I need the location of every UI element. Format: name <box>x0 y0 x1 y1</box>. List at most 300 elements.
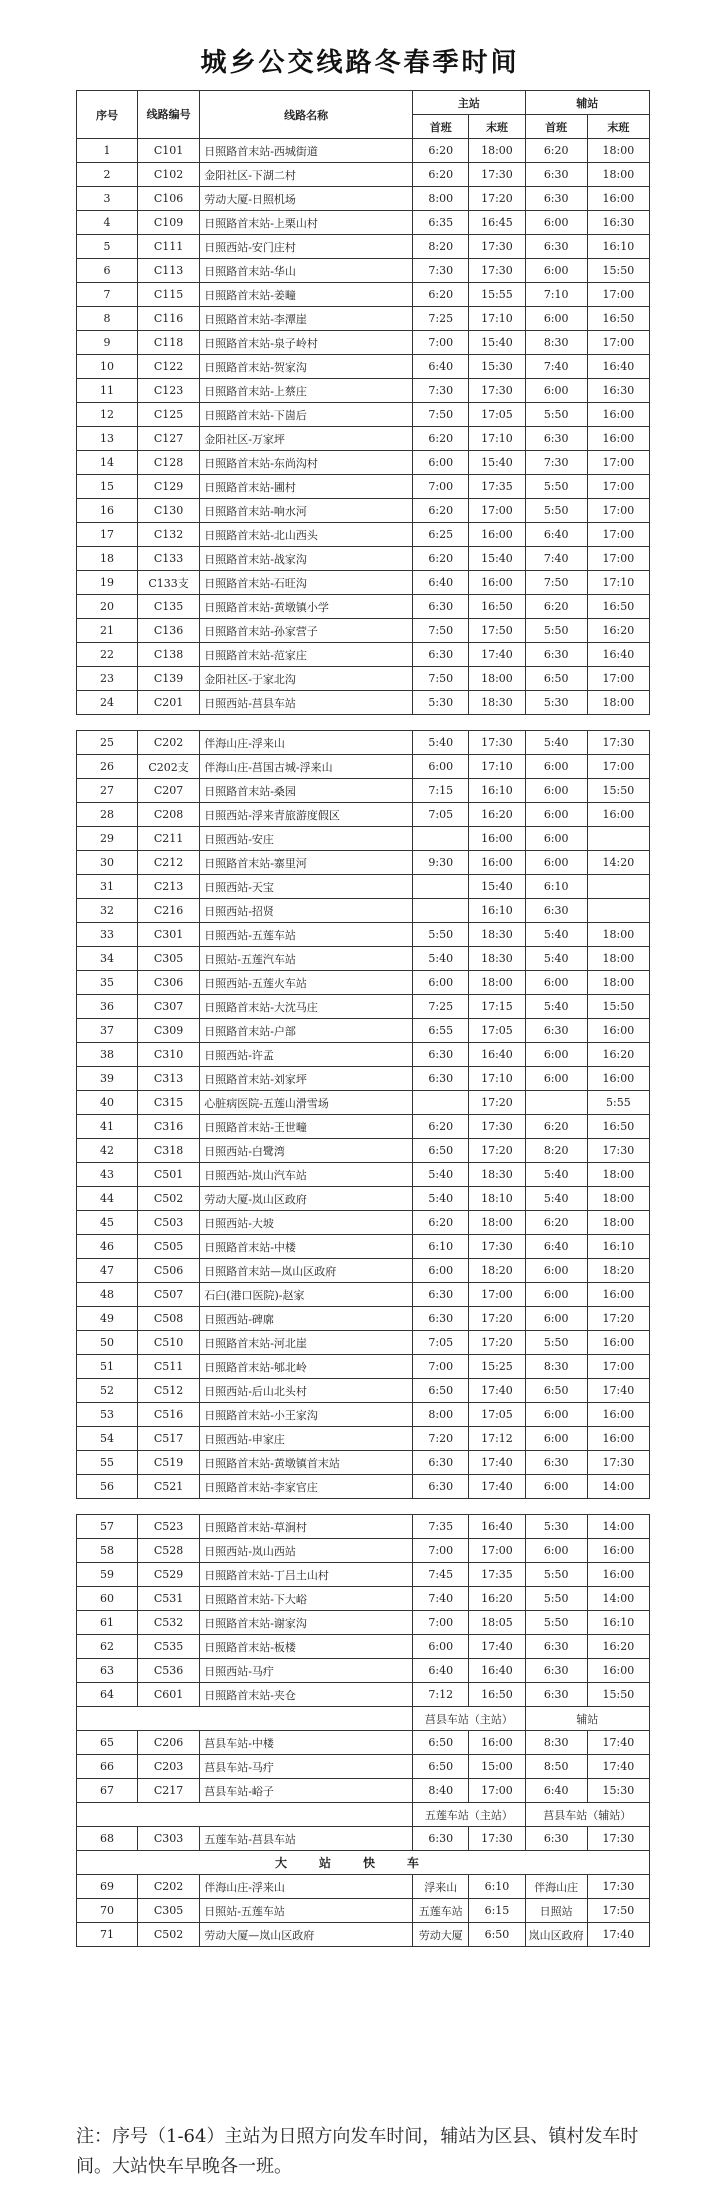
cell-aux-last: 16:00 <box>587 1067 649 1091</box>
cell-main-first: 劳动大厦 <box>413 1923 469 1947</box>
col-header-main: 主站 <box>413 91 525 115</box>
table-row <box>77 211 650 235</box>
cell-main-last: 18:10 <box>469 1187 525 1211</box>
cell-no: 47 <box>77 1259 138 1283</box>
table-row <box>77 971 650 995</box>
cell-main-first: 7:00 <box>413 1539 469 1563</box>
cell-aux-last: 16:50 <box>587 595 649 619</box>
table-row <box>77 451 650 475</box>
cell-aux-last: 17:30 <box>587 731 649 755</box>
table-row <box>77 1539 650 1563</box>
cell-main-last: 17:20 <box>469 1139 525 1163</box>
cell-code: C508 <box>138 1307 200 1331</box>
cell-no: 49 <box>77 1307 138 1331</box>
express-title: 大站快车 <box>77 1851 650 1875</box>
cell-aux-last <box>587 827 649 851</box>
cell-no: 4 <box>77 211 138 235</box>
table-row <box>77 595 650 619</box>
cell-aux-last: 16:10 <box>587 1611 649 1635</box>
cell-aux-last: 17:00 <box>587 283 649 307</box>
cell-name: 日照路首末站-寨里河 <box>200 851 413 875</box>
cell-main-last: 17:05 <box>469 403 525 427</box>
cell-main-first: 7:25 <box>413 995 469 1019</box>
cell-no: 24 <box>77 691 138 715</box>
cell-main-last: 18:30 <box>469 923 525 947</box>
table-row <box>77 1451 650 1475</box>
cell-main-last: 15:55 <box>469 283 525 307</box>
cell-main-last: 15:25 <box>469 1355 525 1379</box>
cell-code: C111 <box>138 235 200 259</box>
cell-code: C212 <box>138 851 200 875</box>
cell-aux-last: 17:00 <box>587 331 649 355</box>
cell-aux-first: 7:50 <box>525 571 587 595</box>
cell-main-last: 17:15 <box>469 995 525 1019</box>
table-row <box>77 523 650 547</box>
table-row <box>77 1187 650 1211</box>
cell-main-first: 6:30 <box>413 1283 469 1307</box>
cell-no: 18 <box>77 547 138 571</box>
cell-aux-last: 16:20 <box>587 619 649 643</box>
cell-aux-first: 伴海山庄 <box>525 1875 587 1899</box>
cell-main-first: 6:00 <box>413 1635 469 1659</box>
cell-code: C130 <box>138 499 200 523</box>
cell-name: 劳动大厦-日照机场 <box>200 187 413 211</box>
cell-main-first: 8:20 <box>413 235 469 259</box>
cell-code: C101 <box>138 139 200 163</box>
cell-main-first: 5:40 <box>413 1187 469 1211</box>
cell-no: 22 <box>77 643 138 667</box>
table-row <box>77 355 650 379</box>
cell-main-last: 15:40 <box>469 331 525 355</box>
cell-main-first: 6:20 <box>413 163 469 187</box>
cell-aux-first: 6:20 <box>525 139 587 163</box>
cell-name: 日照路首末站-战家沟 <box>200 547 413 571</box>
cell-main-last: 17:00 <box>469 499 525 523</box>
cell-code: C516 <box>138 1403 200 1427</box>
cell-main-first: 9:30 <box>413 851 469 875</box>
cell-no: 29 <box>77 827 138 851</box>
cell-code: C535 <box>138 1635 200 1659</box>
cell-code: C201 <box>138 691 200 715</box>
cell-code: C136 <box>138 619 200 643</box>
cell-aux-last: 16:50 <box>587 1115 649 1139</box>
cell-name: 日照路首末站-石旺沟 <box>200 571 413 595</box>
cell-name: 日照路首末站-华山 <box>200 259 413 283</box>
express-header <box>77 1851 650 1875</box>
table-row <box>77 1683 650 1707</box>
cell-no: 27 <box>77 779 138 803</box>
cell-aux-first: 6:00 <box>525 803 587 827</box>
cell-main-last: 16:00 <box>469 523 525 547</box>
cell-aux-first: 5:50 <box>525 1563 587 1587</box>
cell-name: 日照路首末站-孙家营子 <box>200 619 413 643</box>
cell-code: C202 <box>138 1875 200 1899</box>
cell-main-first: 6:20 <box>413 427 469 451</box>
cell-aux-first: 7:40 <box>525 547 587 571</box>
cell-main-first: 7:35 <box>413 1515 469 1539</box>
cell-code: C216 <box>138 899 200 923</box>
table-row <box>77 691 650 715</box>
cell-aux-last <box>587 875 649 899</box>
table-row <box>77 995 650 1019</box>
cell-aux-last: 14:00 <box>587 1587 649 1611</box>
cell-main-first: 6:55 <box>413 1019 469 1043</box>
cell-main-first <box>413 1091 469 1115</box>
cell-main-first: 8:00 <box>413 187 469 211</box>
table-row <box>77 1307 650 1331</box>
cell-aux-last: 16:00 <box>587 803 649 827</box>
cell-code: C511 <box>138 1355 200 1379</box>
table-row <box>77 379 650 403</box>
table-row <box>77 1779 650 1803</box>
cell-aux-first: 7:10 <box>525 283 587 307</box>
cell-main-last: 15:40 <box>469 875 525 899</box>
cell-aux-last: 14:00 <box>587 1515 649 1539</box>
cell-name: 金阳社区-下湖二村 <box>200 163 413 187</box>
cell-code: C519 <box>138 1451 200 1475</box>
cell-main-first: 浮来山 <box>413 1875 469 1899</box>
table-row <box>77 667 650 691</box>
cell-no: 35 <box>77 971 138 995</box>
cell-main-last: 17:30 <box>469 1235 525 1259</box>
cell-no: 6 <box>77 259 138 283</box>
cell-aux-first: 5:40 <box>525 731 587 755</box>
cell-code: C305 <box>138 947 200 971</box>
cell-aux-last: 16:50 <box>587 307 649 331</box>
cell-main-first <box>413 899 469 923</box>
cell-aux-last: 16:00 <box>587 1283 649 1307</box>
table-row <box>77 1475 650 1499</box>
cell-no: 70 <box>77 1899 138 1923</box>
cell-main-first: 5:40 <box>413 1163 469 1187</box>
cell-aux-first: 5:40 <box>525 947 587 971</box>
cell-main-first: 6:25 <box>413 523 469 547</box>
cell-main-last: 17:30 <box>469 235 525 259</box>
cell-main-last: 18:00 <box>469 971 525 995</box>
cell-name: 日照西站-天宝 <box>200 875 413 899</box>
cell-aux-first: 5:50 <box>525 619 587 643</box>
cell-main-last: 18:00 <box>469 1211 525 1235</box>
cell-aux-last: 17:00 <box>587 451 649 475</box>
cell-code: C113 <box>138 259 200 283</box>
cell-main-last: 15:40 <box>469 547 525 571</box>
cell-main-first: 6:30 <box>413 1827 469 1851</box>
cell-aux-first: 6:00 <box>525 1307 587 1331</box>
cell-main-first: 7:30 <box>413 259 469 283</box>
cell-aux-first: 6:00 <box>525 1259 587 1283</box>
cell-code: C503 <box>138 1211 200 1235</box>
cell-aux-last: 14:00 <box>587 1475 649 1499</box>
cell-aux-first: 6:00 <box>525 379 587 403</box>
cell-no: 69 <box>77 1875 138 1899</box>
cell-aux-first: 6:00 <box>525 971 587 995</box>
table-row <box>77 1635 650 1659</box>
table-row <box>77 571 650 595</box>
subheader-blank <box>77 1707 413 1731</box>
cell-main-last: 16:20 <box>469 1587 525 1611</box>
cell-main-last: 16:40 <box>469 1659 525 1683</box>
cell-main-first: 5:50 <box>413 923 469 947</box>
table-row <box>77 923 650 947</box>
cell-code: C208 <box>138 803 200 827</box>
cell-code: C128 <box>138 451 200 475</box>
cell-aux-last <box>587 899 649 923</box>
subheader-main: 莒县车站（主站） <box>413 1707 525 1731</box>
cell-no: 31 <box>77 875 138 899</box>
cell-no: 8 <box>77 307 138 331</box>
cell-name: 日照路首末站-泉子岭村 <box>200 331 413 355</box>
cell-main-last: 18:00 <box>469 139 525 163</box>
cell-code: C301 <box>138 923 200 947</box>
cell-code: C531 <box>138 1587 200 1611</box>
cell-aux-first <box>525 1091 587 1115</box>
cell-main-last: 16:50 <box>469 1683 525 1707</box>
table-row <box>77 427 650 451</box>
cell-aux-first: 6:20 <box>525 595 587 619</box>
table-row <box>77 1403 650 1427</box>
cell-name: 心脏病医院-五莲山滑雪场 <box>200 1091 413 1115</box>
cell-aux-last: 16:00 <box>587 427 649 451</box>
cell-no: 25 <box>77 731 138 755</box>
cell-main-first: 7:50 <box>413 667 469 691</box>
cell-aux-last: 16:00 <box>587 187 649 211</box>
cell-aux-first: 6:00 <box>525 755 587 779</box>
cell-aux-first: 6:50 <box>525 1379 587 1403</box>
cell-aux-last: 16:00 <box>587 1427 649 1451</box>
cell-aux-first: 6:30 <box>525 899 587 923</box>
cell-name: 日照西站-后山北头村 <box>200 1379 413 1403</box>
cell-aux-first: 6:00 <box>525 1043 587 1067</box>
col-header-main-first: 首班 <box>413 115 469 139</box>
cell-no: 14 <box>77 451 138 475</box>
cell-name: 日照路首末站-下崮后 <box>200 403 413 427</box>
cell-aux-last: 17:00 <box>587 499 649 523</box>
cell-code: C133支 <box>138 571 200 595</box>
table-row <box>77 643 650 667</box>
cell-main-first: 五莲车站 <box>413 1899 469 1923</box>
cell-aux-first: 5:50 <box>525 1587 587 1611</box>
cell-aux-first: 6:00 <box>525 1403 587 1427</box>
cell-main-last: 16:10 <box>469 779 525 803</box>
cell-main-last: 17:20 <box>469 1331 525 1355</box>
cell-main-last: 17:00 <box>469 1283 525 1307</box>
table-row <box>77 1899 650 1923</box>
cell-main-first: 6:20 <box>413 547 469 571</box>
cell-main-first: 6:20 <box>413 1115 469 1139</box>
cell-no: 55 <box>77 1451 138 1475</box>
cell-no: 44 <box>77 1187 138 1211</box>
cell-no: 38 <box>77 1043 138 1067</box>
cell-aux-last: 18:00 <box>587 139 649 163</box>
table-row <box>77 1283 650 1307</box>
cell-aux-first: 6:30 <box>525 643 587 667</box>
cell-main-last: 17:10 <box>469 307 525 331</box>
cell-no: 65 <box>77 1731 138 1755</box>
cell-aux-first: 5:50 <box>525 1331 587 1355</box>
cell-main-first: 6:30 <box>413 1475 469 1499</box>
cell-aux-first: 8:30 <box>525 1355 587 1379</box>
table-row <box>77 1211 650 1235</box>
cell-aux-last: 17:10 <box>587 571 649 595</box>
cell-main-last: 18:20 <box>469 1259 525 1283</box>
cell-aux-last: 16:00 <box>587 1659 649 1683</box>
cell-main-last: 18:00 <box>469 667 525 691</box>
cell-aux-first: 6:00 <box>525 1283 587 1307</box>
cell-name: 日照路首末站-夹仓 <box>200 1683 413 1707</box>
table-row <box>77 475 650 499</box>
cell-code: C129 <box>138 475 200 499</box>
cell-code: C318 <box>138 1139 200 1163</box>
cell-aux-last: 18:00 <box>587 923 649 947</box>
cell-main-first: 6:00 <box>413 451 469 475</box>
cell-no: 41 <box>77 1115 138 1139</box>
footnote: 注：序号（1-64）主站为日照方向发车时间，辅站为区县、镇村发车时间。大站快车早晚各一班。 <box>76 2126 639 2177</box>
cell-code: C138 <box>138 643 200 667</box>
cell-main-last: 17:20 <box>469 1091 525 1115</box>
table-row <box>77 1235 650 1259</box>
cell-main-first: 6:30 <box>413 1307 469 1331</box>
cell-aux-last: 17:40 <box>587 1755 649 1779</box>
cell-main-last: 17:10 <box>469 427 525 451</box>
cell-name: 日照西站-岚山汽车站 <box>200 1163 413 1187</box>
table-row <box>77 779 650 803</box>
cell-no: 48 <box>77 1283 138 1307</box>
cell-main-last: 17:05 <box>469 1403 525 1427</box>
table-row <box>77 1067 650 1091</box>
cell-aux-last: 15:50 <box>587 779 649 803</box>
cell-main-last: 17:35 <box>469 475 525 499</box>
cell-aux-last: 17:40 <box>587 1731 649 1755</box>
cell-name: 日照路首末站-刘家坪 <box>200 1067 413 1091</box>
cell-name: 日照路首末站-北山西头 <box>200 523 413 547</box>
station-subheader <box>77 1803 650 1827</box>
cell-code: C523 <box>138 1515 200 1539</box>
cell-name: 莒县车站-峪子 <box>200 1779 413 1803</box>
cell-main-last: 17:40 <box>469 643 525 667</box>
cell-no: 30 <box>77 851 138 875</box>
cell-aux-last: 16:00 <box>587 1539 649 1563</box>
cell-name: 劳动大厦—岚山区政府 <box>200 1923 413 1947</box>
cell-code: C135 <box>138 595 200 619</box>
cell-code: C118 <box>138 331 200 355</box>
table-row <box>77 1043 650 1067</box>
cell-main-last: 17:10 <box>469 755 525 779</box>
col-header-aux-first: 首班 <box>525 115 587 139</box>
cell-main-first: 6:50 <box>413 1755 469 1779</box>
cell-code: C132 <box>138 523 200 547</box>
cell-code: C123 <box>138 379 200 403</box>
table-row <box>77 1331 650 1355</box>
cell-code: C315 <box>138 1091 200 1115</box>
cell-main-first: 7:00 <box>413 331 469 355</box>
cell-main-last: 18:30 <box>469 1163 525 1187</box>
table-row <box>77 1515 650 1539</box>
schedule-body <box>77 139 650 1947</box>
cell-name: 日照站-五莲汽车站 <box>200 947 413 971</box>
gap-cell <box>77 715 650 731</box>
cell-main-last: 17:00 <box>469 1779 525 1803</box>
cell-name: 伴海山庄-浮来山 <box>200 731 413 755</box>
cell-name: 日照路首末站-中楼 <box>200 1235 413 1259</box>
cell-aux-first: 6:00 <box>525 211 587 235</box>
cell-no: 56 <box>77 1475 138 1499</box>
cell-aux-last: 15:50 <box>587 1683 649 1707</box>
cell-no: 21 <box>77 619 138 643</box>
cell-code: C106 <box>138 187 200 211</box>
cell-name: 日照西站-招贤 <box>200 899 413 923</box>
cell-name: 日照路首末站-王世疃 <box>200 1115 413 1139</box>
cell-aux-first: 8:30 <box>525 1731 587 1755</box>
cell-main-first <box>413 827 469 851</box>
cell-name: 日照路首末站-下大峪 <box>200 1587 413 1611</box>
cell-name: 日照西站-白鹭湾 <box>200 1139 413 1163</box>
cell-code: C532 <box>138 1611 200 1635</box>
cell-aux-last: 17:20 <box>587 1307 649 1331</box>
cell-main-last: 17:05 <box>469 1019 525 1043</box>
cell-code: C139 <box>138 667 200 691</box>
cell-aux-first: 6:30 <box>525 1451 587 1475</box>
cell-name: 莒县车站-中楼 <box>200 1731 413 1755</box>
cell-name: 日照路首末站-李潭崖 <box>200 307 413 331</box>
cell-aux-last: 15:50 <box>587 995 649 1019</box>
cell-aux-first: 5:50 <box>525 475 587 499</box>
cell-aux-last: 17:30 <box>587 1139 649 1163</box>
table-row <box>77 875 650 899</box>
cell-main-last: 6:50 <box>469 1923 525 1947</box>
cell-main-first: 6:00 <box>413 971 469 995</box>
cell-no: 13 <box>77 427 138 451</box>
cell-code: C521 <box>138 1475 200 1499</box>
cell-aux-first: 6:20 <box>525 1115 587 1139</box>
cell-no: 46 <box>77 1235 138 1259</box>
cell-main-first: 7:05 <box>413 1331 469 1355</box>
cell-main-first: 6:00 <box>413 1259 469 1283</box>
col-header-no: 序号 <box>77 91 138 139</box>
cell-name: 日照路首末站-小王家沟 <box>200 1403 413 1427</box>
table-row <box>77 1091 650 1115</box>
cell-aux-first: 6:30 <box>525 235 587 259</box>
cell-name: 金阳社区-于家北沟 <box>200 667 413 691</box>
cell-aux-first: 6:00 <box>525 1427 587 1451</box>
cell-name: 日照西站-五莲火车站 <box>200 971 413 995</box>
cell-main-first <box>413 875 469 899</box>
cell-code: C133 <box>138 547 200 571</box>
cell-no: 33 <box>77 923 138 947</box>
cell-no: 51 <box>77 1355 138 1379</box>
cell-aux-last: 17:40 <box>587 1379 649 1403</box>
table-row <box>77 547 650 571</box>
cell-no: 66 <box>77 1755 138 1779</box>
subheader-blank <box>77 1803 413 1827</box>
cell-no: 68 <box>77 1827 138 1851</box>
cell-aux-last: 17:40 <box>587 1923 649 1947</box>
cell-no: 39 <box>77 1067 138 1091</box>
cell-aux-last: 17:00 <box>587 755 649 779</box>
cell-aux-first: 5:40 <box>525 1163 587 1187</box>
cell-code: C517 <box>138 1427 200 1451</box>
cell-aux-last: 18:00 <box>587 1211 649 1235</box>
cell-name: 伴海山庄-莒国古城-浮来山 <box>200 755 413 779</box>
cell-no: 1 <box>77 139 138 163</box>
cell-name: 日照路首末站-上蔡庄 <box>200 379 413 403</box>
cell-code: C507 <box>138 1283 200 1307</box>
schedule-table <box>76 90 650 1947</box>
cell-main-last: 17:00 <box>469 1539 525 1563</box>
cell-code: C316 <box>138 1115 200 1139</box>
cell-aux-last: 16:00 <box>587 1403 649 1427</box>
col-header-aux-last: 末班 <box>587 115 649 139</box>
table-row <box>77 259 650 283</box>
